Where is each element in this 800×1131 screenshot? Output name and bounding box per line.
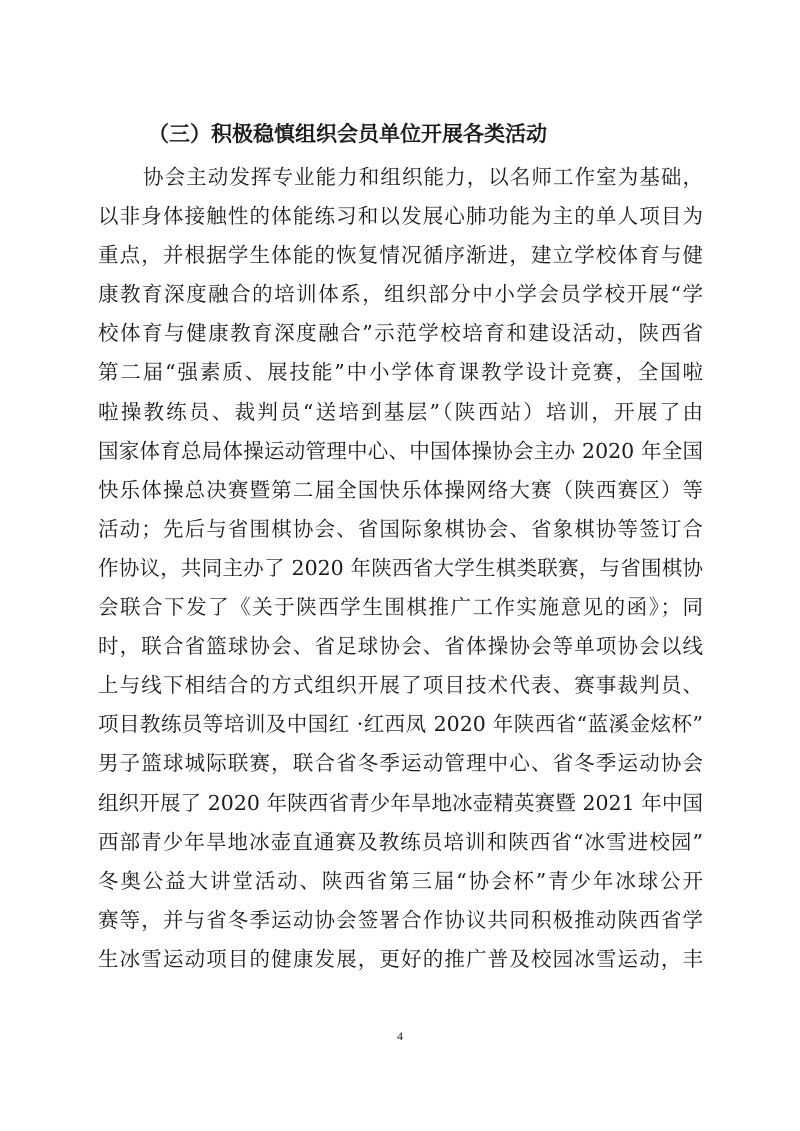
paragraph-line: 项目教练员等培训及中国红 ·红西凤 2020 年陕西省“蓝溪金炫杯”: [98, 712, 703, 737]
paragraph-line: 冬奥公益大讲堂活动、陕西省第三届“协会杯”青少年冰球公开: [98, 868, 703, 893]
paragraph-line: 快乐体操总决赛暨第二届全国快乐体操网络大赛（陕西赛区）等: [98, 477, 703, 502]
paragraph-line: 协会主动发挥专业能力和组织能力，以名师工作室为基础，: [143, 165, 703, 189]
paragraph-line: 校体育与健康教育深度融合”示范学校培育和建设活动，陕西省: [98, 321, 703, 346]
paragraph-line: 男子篮球城际联赛，联合省冬季运动管理中心、省冬季运动协会: [98, 751, 703, 776]
paragraph-line: 赛等，并与省冬季运动协会签署合作协议共同积极推动陕西省学: [98, 907, 703, 932]
paragraph-line: 西部青少年旱地冰壶直通赛及教练员培训和陕西省“冰雪进校园”: [98, 829, 703, 854]
paragraph-line: 活动；先后与省围棋协会、省国际象棋协会、省象棋协等签订合: [98, 516, 703, 541]
paragraph-line: 组织开展了 2020 年陕西省青少年旱地冰壶精英赛暨 2021 年中国: [98, 790, 703, 815]
paragraph-line: 以非身体接触性的体能练习和以发展心肺功能为主的单人项目为: [98, 204, 703, 229]
page-number: 4: [397, 1029, 403, 1043]
paragraph-line: 上与线下相结合的方式组织开展了项目技术代表、赛事裁判员、: [98, 673, 703, 698]
section-heading: （三）积极稳慎组织会员单位开展各类活动: [148, 121, 547, 146]
paragraph-line: 康教育深度融合的培训体系，组织部分中小学会员学校开展“学: [98, 282, 703, 307]
paragraph-line: 作协议，共同主办了 2020 年陕西省大学生棋类联赛，与省围棋协: [98, 555, 703, 580]
paragraph-line: 第二届“强素质、展技能”中小学体育课教学设计竞赛，全国啦: [98, 360, 703, 385]
paragraph-line: 时，联合省篮球协会、省足球协会、省体操协会等单项协会以线: [98, 634, 703, 659]
body-paragraph: [98, 158, 703, 979]
paragraph-line: 生冰雪运动项目的健康发展，更好的推广普及校园冰雪运动，丰: [98, 946, 703, 971]
paragraph-line: 啦操教练员、裁判员“送培到基层”（陕西站）培训，开展了由: [98, 399, 703, 424]
paragraph-line: 会联合下发了《关于陕西学生围棋推广工作实施意见的函》；同: [98, 595, 703, 620]
paragraph-line: 重点，并根据学生体能的恢复情况循序渐进，建立学校体育与健: [98, 243, 703, 268]
paragraph-line: 国家体育总局体操运动管理中心、中国体操协会主办 2020 年全国: [98, 438, 703, 463]
